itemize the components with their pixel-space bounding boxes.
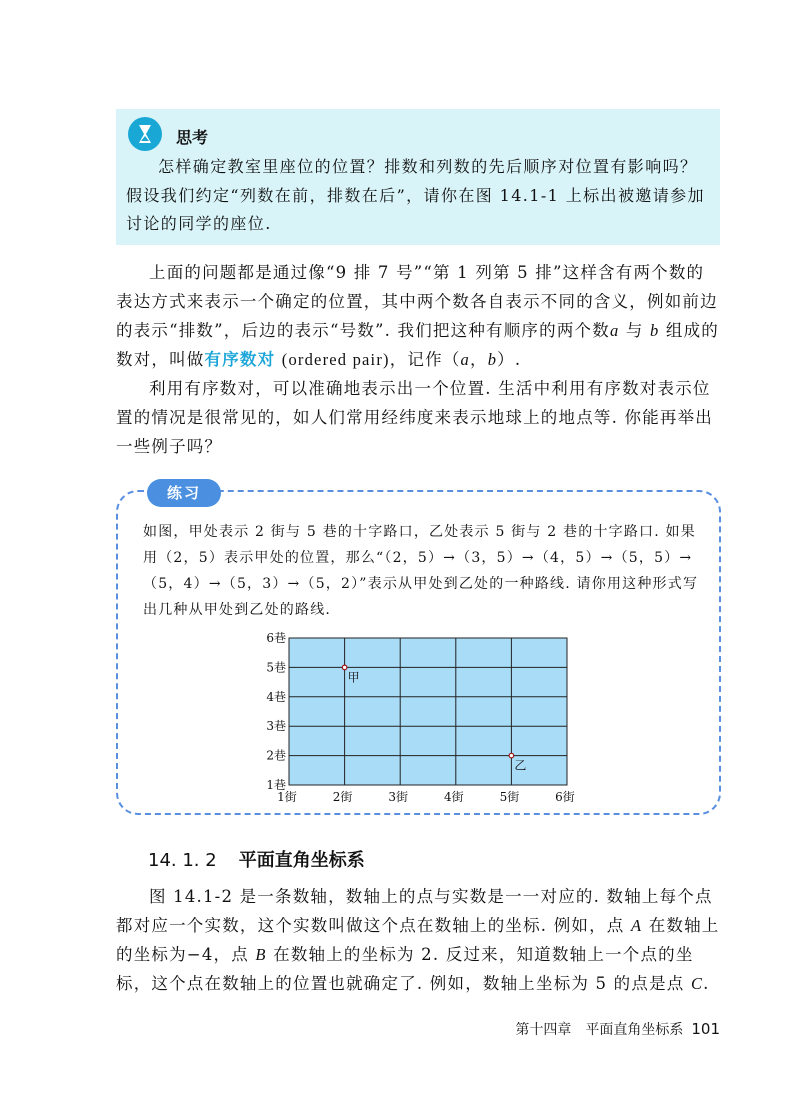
paragraph-ordered-pair: 上面的问题都是通过像“9 排 7 号”“第 1 列第 5 排”这样含有两个数的表达方式来表示一个确定的位置，其中两个数各自表示不同的含义，例如前边的表示“排数”，后边的表示“号数”. 我们把这种有顺序的两个数a 与 b 组成的数对，叫做有序数对 (ordered pair)，记作（a，b）. [116,263,720,369]
lane-label: 1巷 [266,778,286,792]
lane-label: 3巷 [266,719,286,734]
street-label: 2街 [332,790,353,804]
page-number: 101 [691,1020,720,1038]
lane-label: 4巷 [266,689,286,704]
hourglass-icon [128,117,162,151]
exercise-label: 练习 [147,479,221,507]
think-body: 怎样确定教室里座位的位置？排数和列数的先后顺序对位置有影响吗？假设我们约定“列数在前，排数在后”，请你在图 14.1-1 上标出被邀请参加讨论的同学的座位. [126,157,705,233]
section-number: 14. 1. 2 [148,850,217,871]
street-label: 1街 [277,790,297,804]
chapter-title: 第十四章 平面直角坐标系 [515,1022,684,1038]
street-grid-figure [260,628,590,804]
street-label: 3街 [388,790,409,804]
street-label: 5街 [499,790,520,804]
location-label: 甲 [347,670,360,685]
location-point [342,665,347,670]
location-point [509,753,514,758]
street-label: 4街 [443,790,464,804]
page-footer [515,1019,720,1039]
think-box [116,109,720,245]
paragraph-number-line: 图 14.1-2 是一条数轴，数轴上的点与实数是一一对应的. 数轴上每个点都对应一个实数，这个实数叫做这个点在数轴上的坐标. 例如，点 A 在数轴上的坐标为−4，点 B 在数轴上的坐标为 2. 反过来，知道数轴上一个点的坐标，这个点在数轴上的位置也就确定了. 例如，数轴上坐标为 5 的点是点 C. [116,887,720,993]
paragraph-examples: 利用有序数对，可以准确地表示出一个位置. 生活中利用有序数对表示位置的情况是很常见的，如人们常用经纬度来表示地球上的地点等. 你能再举出一些例子吗？ [116,379,713,456]
section-title: 平面直角坐标系 [238,850,365,871]
term-ordered-pair: 有序数对 [204,350,276,369]
think-title: 思考 [176,128,209,147]
exercise-text: 如图，甲处表示 2 街与 5 巷的十字路口，乙处表示 5 街与 2 巷的十字路口. 如果用（2，5）表示甲处的位置，那么“（2，5）→（3，5）→（4，5）→（5，5）→（5，4）→（5，3）→（5，2）”表示从甲处到乙处的一种路线. 请你用这种形式写出几种从甲处到乙处的路线. [143,524,699,618]
location-label: 乙 [514,758,527,773]
lane-label: 5巷 [266,660,286,675]
lane-label: 2巷 [266,748,286,763]
section-heading [148,846,365,872]
street-label: 6街 [555,790,575,804]
lane-label: 6巷 [266,631,286,645]
